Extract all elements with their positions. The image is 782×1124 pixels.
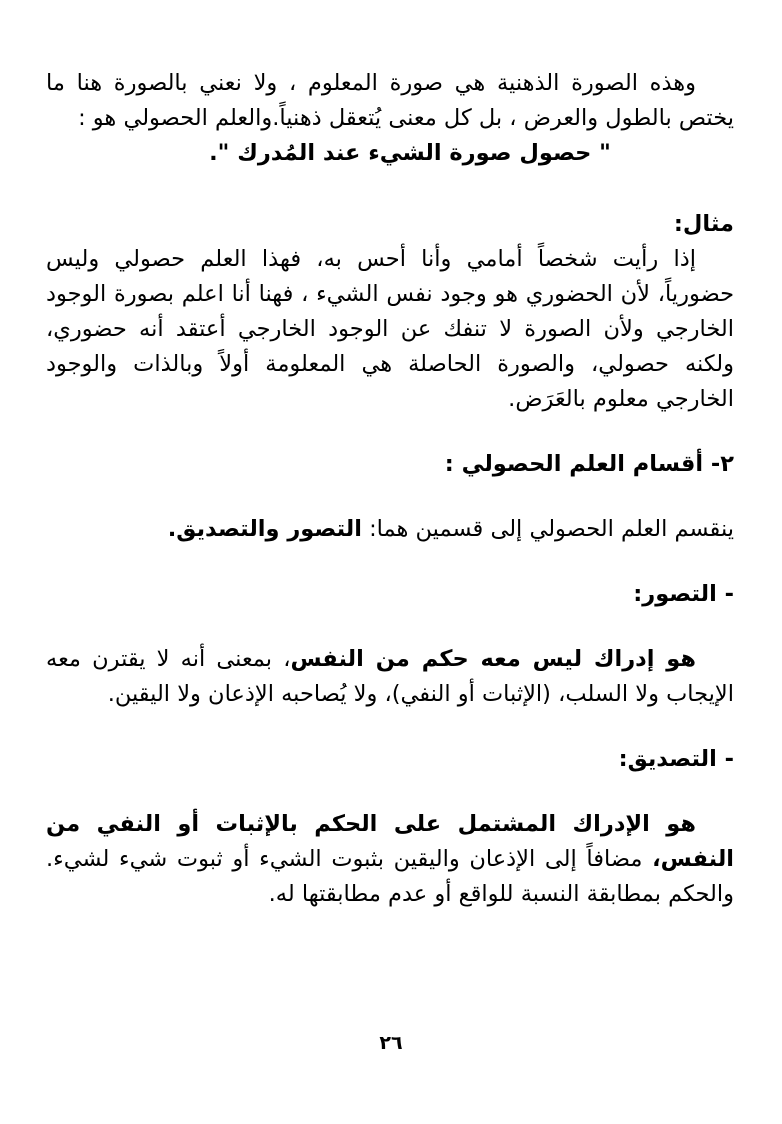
tasawwur-bold: هو إدراك ليس معه حكم من النفس <box>290 646 696 672</box>
spacer <box>46 712 734 742</box>
tasdiq-rest: مضافاً إلى الإذعان واليقين بثبوت الشيء أو ثبوت شيء لشيء. والحكم بمطابقة النسبة للواقع أو عدم مطابقتها له. <box>46 846 734 907</box>
tasawwur-rest: ، بمعنى أنه لا يقترن معه الإيجاب ولا السلب، (الإثبات أو النفي)، ولا يُصاحبه الإذعان ولا اليقين. <box>46 646 734 707</box>
intro-text: وهذه الصورة الذهنية هي صورة المعلوم ، ولا نعني بالصورة هنا ما يختص بالطول والعرض ، بل كل معنى يُتعقل ذهنياً.والعلم الحصولي هو : <box>46 70 734 131</box>
tasdiq-heading: - التصديق: <box>618 746 734 772</box>
tasawwur-heading: - التصور: <box>633 581 734 607</box>
section2-intro-bold: التصور والتصديق. <box>167 516 362 542</box>
definition-line: " حصول صورة الشيء عند المُدرك ". <box>209 140 611 166</box>
spacer <box>46 482 734 512</box>
page-body <box>46 66 734 912</box>
spacer <box>46 777 734 807</box>
section2-heading: ٢- أقسام العلم الحصولي : <box>444 451 734 477</box>
section2-intro-text: ينقسم العلم الحصولي إلى قسمين هما: <box>361 516 734 542</box>
intro-paragraph <box>46 66 734 136</box>
example-heading: مثال: <box>673 211 734 237</box>
section2-intro <box>46 512 734 547</box>
example-paragraph: إذا رأيت شخصاً أمامي وأنا أحس به، فهذا العلم حصولي وليس حضورياً، لأن الحضوري هو وجود نفس الشيء ، فهنا أنا اعلم بصورة الوجود الخارجي ولأن الصورة لا تنفك عن الوجود الخارجي أعتقد أنه حضوري، ولكنه حصولي، والصورة الحاصلة هي المعلومة أولاً وبالذات والوجود الخارجي معلوم بالعَرَض. <box>46 246 734 412</box>
page-number: ٢٦ <box>379 1032 403 1054</box>
tasdiq-paragraph <box>46 807 734 912</box>
spacer <box>46 171 734 207</box>
tasdiq-bold: هو الإدراك المشتمل على الحكم بالإثبات أو النفي من النفس، <box>46 811 734 872</box>
spacer <box>46 547 734 577</box>
tasawwur-paragraph <box>46 642 734 712</box>
spacer <box>46 612 734 642</box>
spacer <box>46 417 734 447</box>
